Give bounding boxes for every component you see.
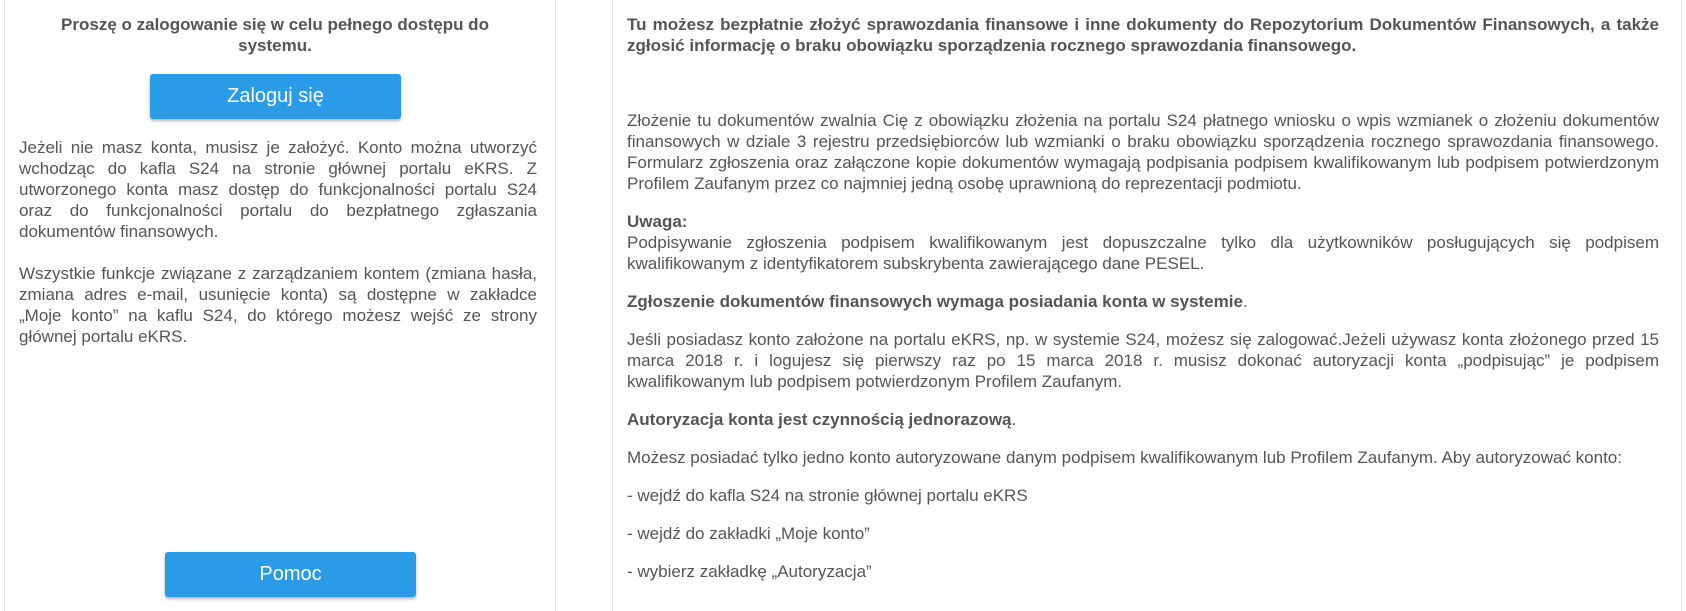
info-panel bbox=[612, 0, 1682, 611]
login-panel bbox=[4, 0, 556, 611]
help-button[interactable]: Pomoc bbox=[165, 552, 416, 597]
warning-text: Podpisywanie zgłoszenia podpisem kwalifikowanym jest dopuszczalne tylko dla użytkowników posługujących się podpisem kwalifikowanym z identyfikatorem subskrybenta zawierającego dane PESEL. bbox=[627, 233, 1659, 273]
intro-text: Tu możesz bezpłatnie złożyć sprawozdania finansowe i inne dokumenty do Repozytorium Dokumentów Finansowych, a także zgłosić informację o braku obowiązku sporządzenia rocznego sprawozdania finansowego. bbox=[627, 15, 1659, 55]
step-item: - wejdź do kafla S24 na stronie głównej portalu eKRS bbox=[627, 486, 1028, 505]
login-button[interactable]: Zaloguj się bbox=[150, 74, 401, 119]
single-account-text: Możesz posiadać tylko jedno konto autoryzowane danym podpisem kwalifikowanym lub Profilem Zaufanym. Aby autoryzować konto: bbox=[627, 448, 1622, 467]
account-management-text: Wszystkie funkcje związane z zarządzaniem kontem (zmiana hasła, zmiana adres e-mail, usunięcie konta) są dostępne w zakładce „Moje konto” na kaflu S24, do którego możesz wejść ze strony głównej portalu eKRS. bbox=[19, 264, 537, 346]
login-info-text: Jeśli posiadasz konto założone na portalu eKRS, np. w systemie S24, możesz się zalogować.Jeżeli używasz konta złożonego przed 15 marca 2018 r. i logujesz się pierwszy raz po 15 marca 2018 r. musisz dokonać autoryzacji konta „podpisując” je podpisem kwalifikowanym lub podpisem potwierdzonym Profilem Zaufanym. bbox=[627, 330, 1659, 391]
authorization-end: . bbox=[1011, 410, 1017, 429]
account-info-text: Jeżeli nie masz konta, musisz je założyć. Konto można utworzyć wchodząc do kafla S24 na stronie głównej portalu eKRS. Z utworzonego konta masz dostęp do funkcjonalności portalu S24 oraz do funkcjonalności portalu do bezpłatnego zgłaszania dokumentów finansowych. bbox=[19, 138, 537, 241]
warning-label: Uwaga: bbox=[627, 212, 688, 231]
info-content bbox=[627, 14, 1659, 582]
step-item: - wejdź do zakładki „Moje konto” bbox=[627, 524, 870, 543]
authorization-text bbox=[627, 409, 1659, 430]
account-required-bold: Zgłoszenie dokumentów finansowych wymaga posiadania konta w systemie bbox=[627, 292, 1243, 311]
login-heading: Proszę o zalogowanie się w celu pełnego dostępu do systemu. bbox=[61, 15, 489, 55]
account-required-end: . bbox=[1242, 292, 1248, 311]
exemption-text: Złożenie tu dokumentów zwalnia Cię z obowiązku złożenia na portalu S24 płatnego wniosku o wpis wzmianek o złożeniu dokumentów finansowych w dziale 3 rejestru przedsiębiorców lub wzmianki o braku obowiązku sporządzenia rocznego sprawozdania finansowego. Formularz zgłoszenia oraz załączone kopie dokumentów wymagają podpisania podpisem kwalifikowanym lub podpisem potwierdzonym Profilem Zaufanym przez co najmniej jedną osobę uprawnioną do reprezentacji podmiotu. bbox=[627, 111, 1659, 193]
warning-block bbox=[627, 211, 1659, 274]
step-item: - wybierz zakładkę „Autoryzacja” bbox=[627, 562, 872, 581]
account-required-text bbox=[627, 291, 1659, 312]
authorization-bold: Autoryzacja konta jest czynnością jednorazową bbox=[627, 410, 1012, 429]
